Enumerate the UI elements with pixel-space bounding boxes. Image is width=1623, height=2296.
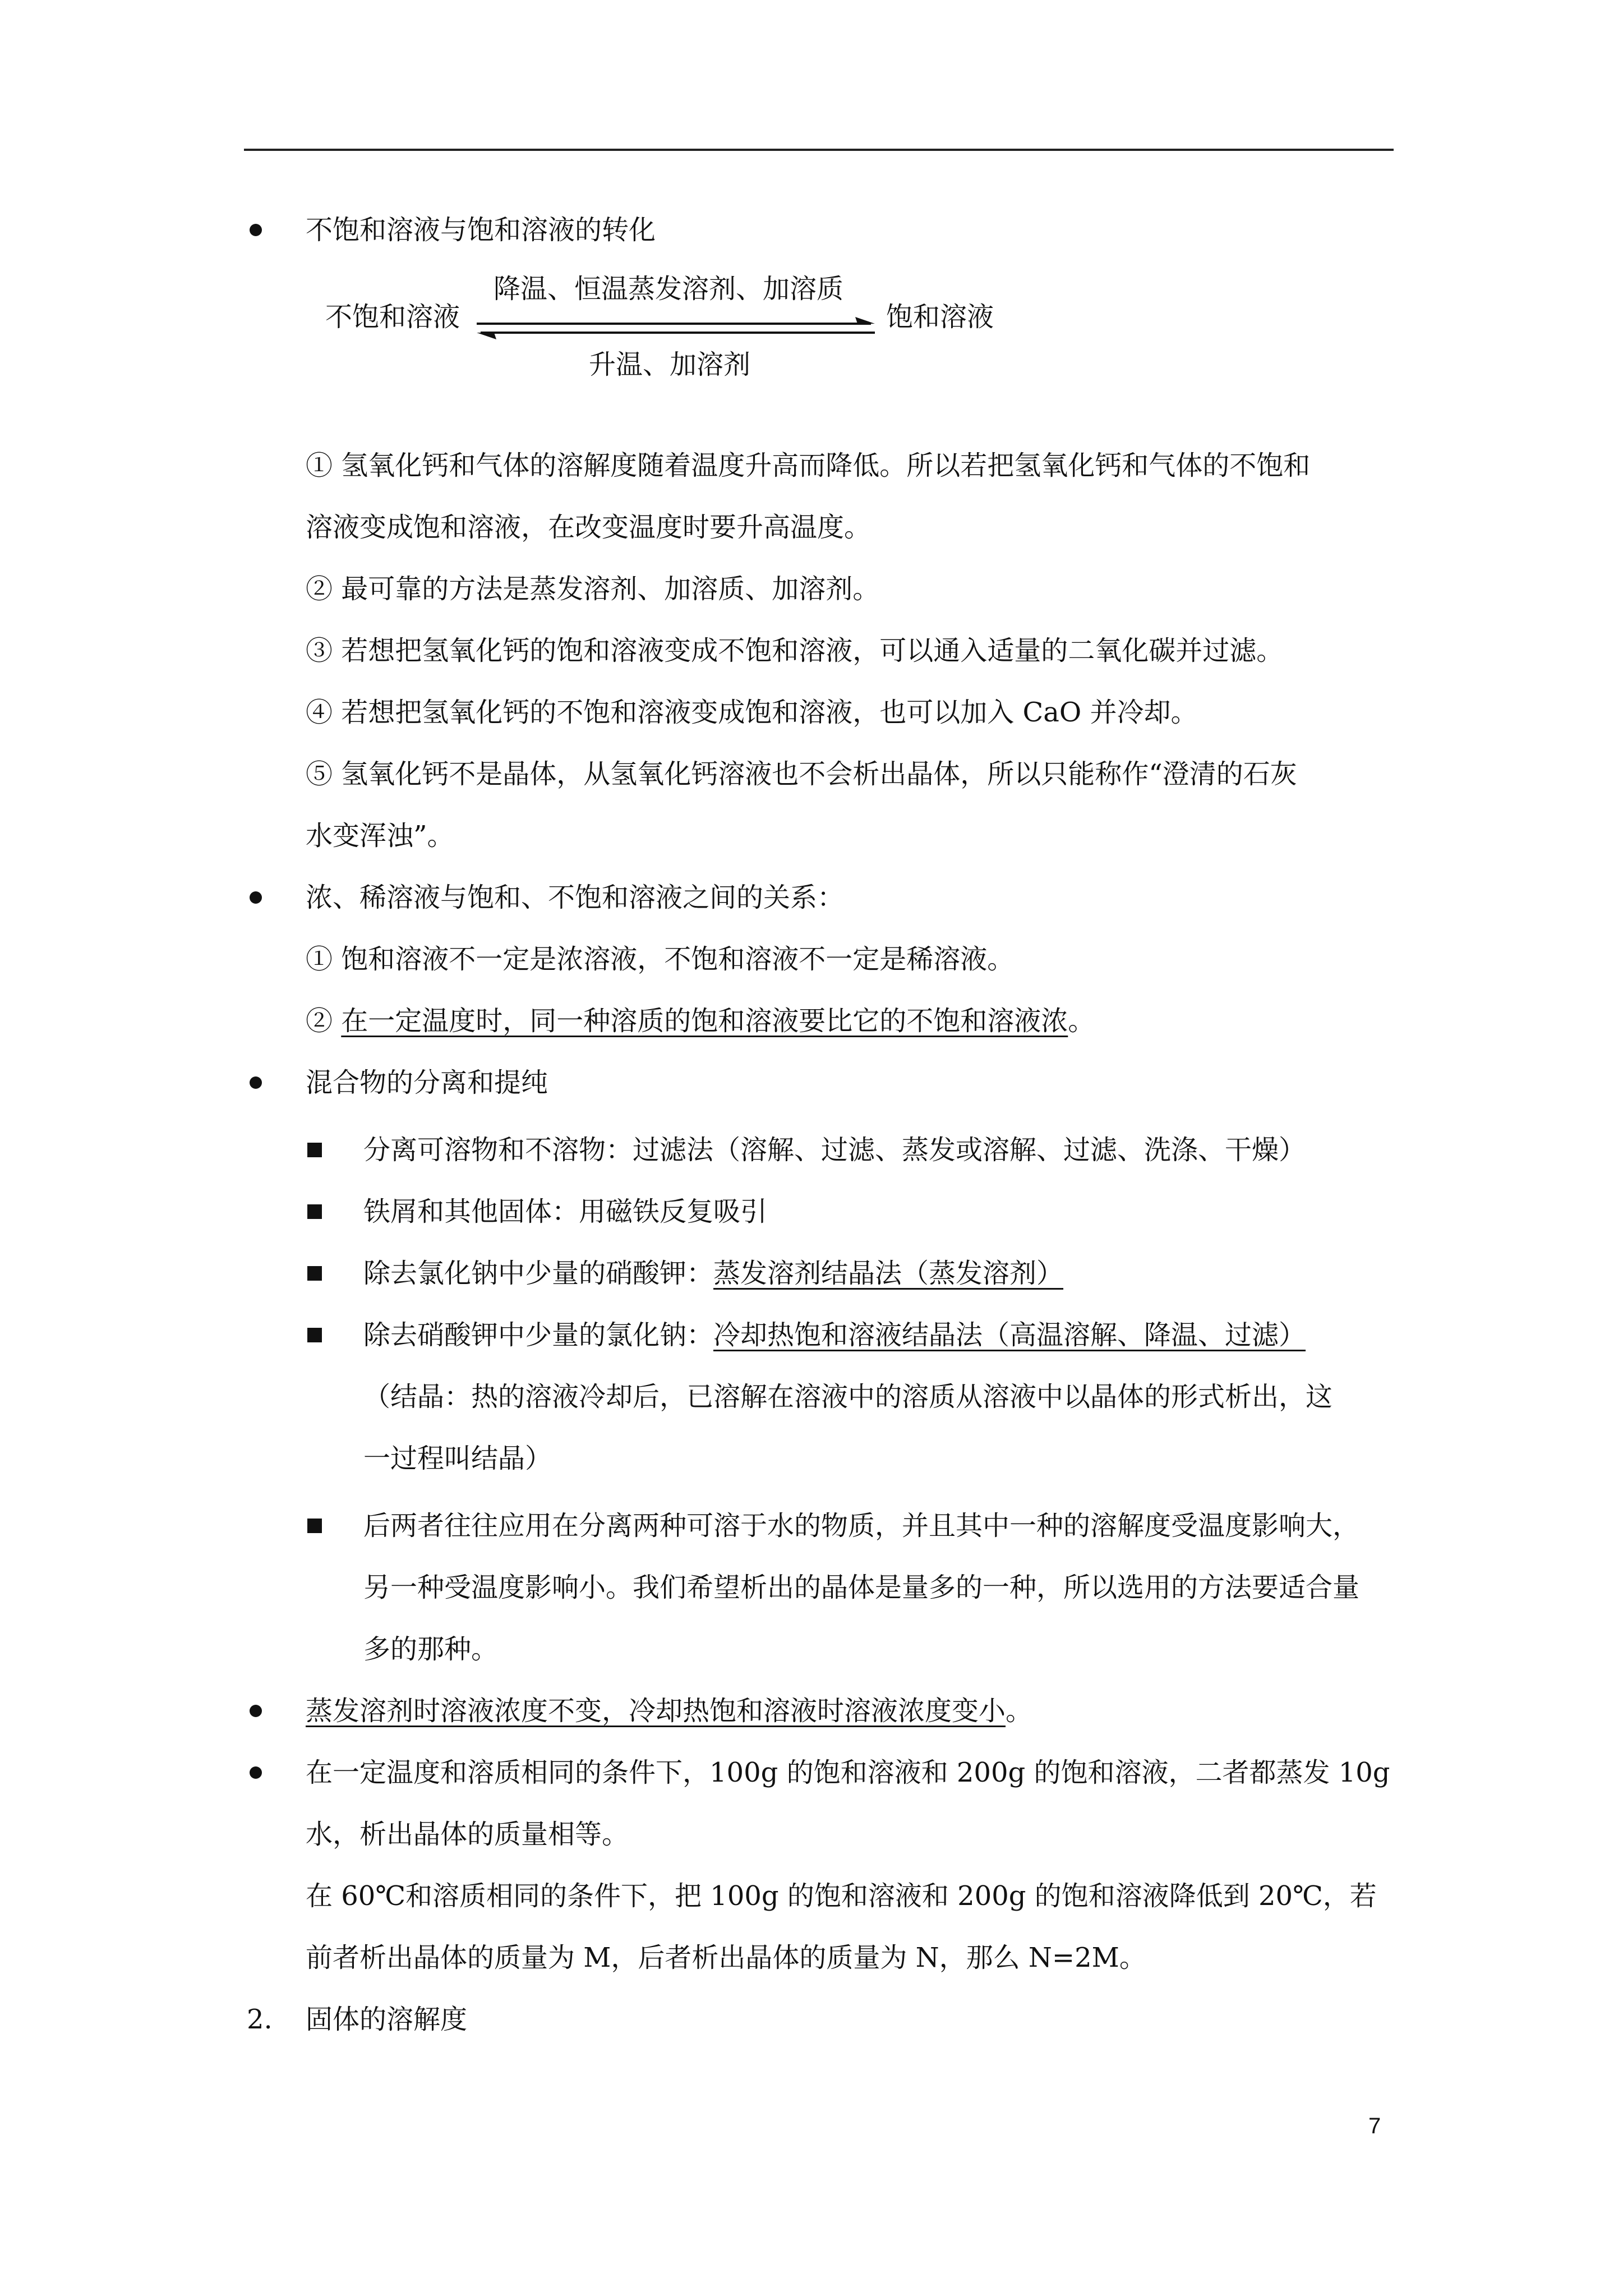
bullet-icon [250, 1076, 262, 1089]
note-line: （结晶：热的溶液冷却后，已溶解在溶液中的溶质从溶液中以晶体的形式析出，这 [363, 1381, 1333, 1412]
section-heading [306, 1694, 1032, 1728]
square-bullet-icon [307, 1143, 322, 1157]
note-line [306, 1004, 1095, 1038]
square-bullet-icon [307, 1519, 322, 1533]
diagram-right-label: 饱和溶液 [886, 301, 994, 333]
note-line: ④ 若想把氢氧化钙的不饱和溶液变成饱和溶液，也可以加入 CaO 并冷却。 [306, 697, 1198, 728]
heading-suffix: 。 [1006, 1695, 1033, 1727]
sub-item-prefix: 除去氯化钠中少量的硝酸钾： [363, 1258, 714, 1289]
section-number: 2. [247, 2004, 273, 2035]
sub-item: 后两者往往应用在分离两种可溶于水的物质，并且其中一种的溶解度受温度影响大， [363, 1510, 1360, 1542]
underlined-text: 蒸发溶剂结晶法（蒸发溶剂） [713, 1258, 1064, 1289]
diagram-left-label: 不饱和溶液 [325, 301, 460, 333]
sub-item: 分离可溶物和不溶物：过滤法（溶解、过滤、蒸发或溶解、过滤、洗涤、干燥） [363, 1134, 1306, 1166]
note-line: ① 氢氧化钙和气体的溶解度随着温度升高而降低。所以若把氢氧化钙和气体的不饱和 [306, 450, 1311, 481]
square-bullet-icon [307, 1266, 322, 1281]
bullet-icon [250, 224, 262, 236]
diagram-bottom-label: 升温、加溶剂 [589, 349, 751, 380]
sub-item [363, 1318, 1306, 1352]
bullet-icon [250, 1766, 262, 1779]
note-line: ③ 若想把氢氧化钙的饱和溶液变成不饱和溶液，可以通入适量的二氧化碳并过滤。 [306, 635, 1284, 666]
section-heading: 不饱和溶液与饱和溶液的转化 [306, 214, 656, 246]
bullet-icon [250, 1705, 262, 1717]
section-heading: 浓、稀溶液与饱和、不饱和溶液之间的关系： [306, 882, 845, 913]
paragraph-line: 前者析出晶体的质量为 M，后者析出晶体的质量为 N，那么 N=2M。 [306, 1942, 1146, 1973]
underlined-text: 蒸发溶剂时溶液浓度不变，冷却热饱和溶液时溶液浓度变小 [306, 1695, 1006, 1727]
paragraph-line: 在 60℃和溶质相同的条件下，把 100g 的饱和溶液和 200g 的饱和溶液降低到 20℃，若 [306, 1880, 1377, 1912]
section-heading: 混合物的分离和提纯 [306, 1067, 548, 1098]
sub-item-prefix: 除去硝酸钾中少量的氯化钠： [363, 1319, 714, 1351]
sub-item: 铁屑和其他固体：用磁铁反复吸引 [363, 1196, 768, 1227]
equilibrium-arrows-icon [474, 317, 878, 339]
underlined-text: 冷却热饱和溶液结晶法（高温溶解、降温、过滤） [713, 1319, 1306, 1351]
note-line: ② 最可靠的方法是蒸发溶剂、加溶质、加溶剂。 [306, 573, 880, 605]
section-heading: 固体的溶解度 [306, 2004, 468, 2035]
sub-item: 另一种受温度影响小。我们希望析出的晶体是量多的一种，所以选用的方法要适合量 [363, 1572, 1360, 1603]
note-line: ① 饱和溶液不一定是浓溶液，不饱和溶液不一定是稀溶液。 [306, 944, 1015, 975]
page-number: 7 [1368, 2114, 1381, 2138]
square-bullet-icon [307, 1328, 322, 1342]
item-prefix: ② [306, 1005, 342, 1037]
diagram-top-label: 降温、恒温蒸发溶剂、加溶质 [494, 273, 844, 305]
paragraph-line: 水，析出晶体的质量相等。 [306, 1819, 629, 1850]
sub-item [363, 1257, 1063, 1290]
sub-item: 多的那种。 [363, 1634, 499, 1665]
underlined-text: 在一定温度时，同一种溶质的饱和溶液要比它的不饱和溶液浓 [341, 1005, 1068, 1037]
note-line: 溶液变成饱和溶液，在改变温度时要升高温度。 [306, 512, 872, 543]
paragraph-line: 在一定温度和溶质相同的条件下，100g 的饱和溶液和 200g 的饱和溶液，二者都蒸发 10g [306, 1757, 1390, 1788]
note-line: 水变浑浊”。 [306, 820, 454, 852]
note-line: 一过程叫结晶） [363, 1443, 552, 1474]
square-bullet-icon [307, 1204, 322, 1219]
header-rule [244, 149, 1394, 151]
item-suffix: 。 [1068, 1005, 1095, 1037]
note-line: ⑤ 氢氧化钙不是晶体，从氢氧化钙溶液也不会析出晶体，所以只能称作“澄清的石灰 [306, 758, 1297, 790]
bullet-icon [250, 891, 262, 904]
